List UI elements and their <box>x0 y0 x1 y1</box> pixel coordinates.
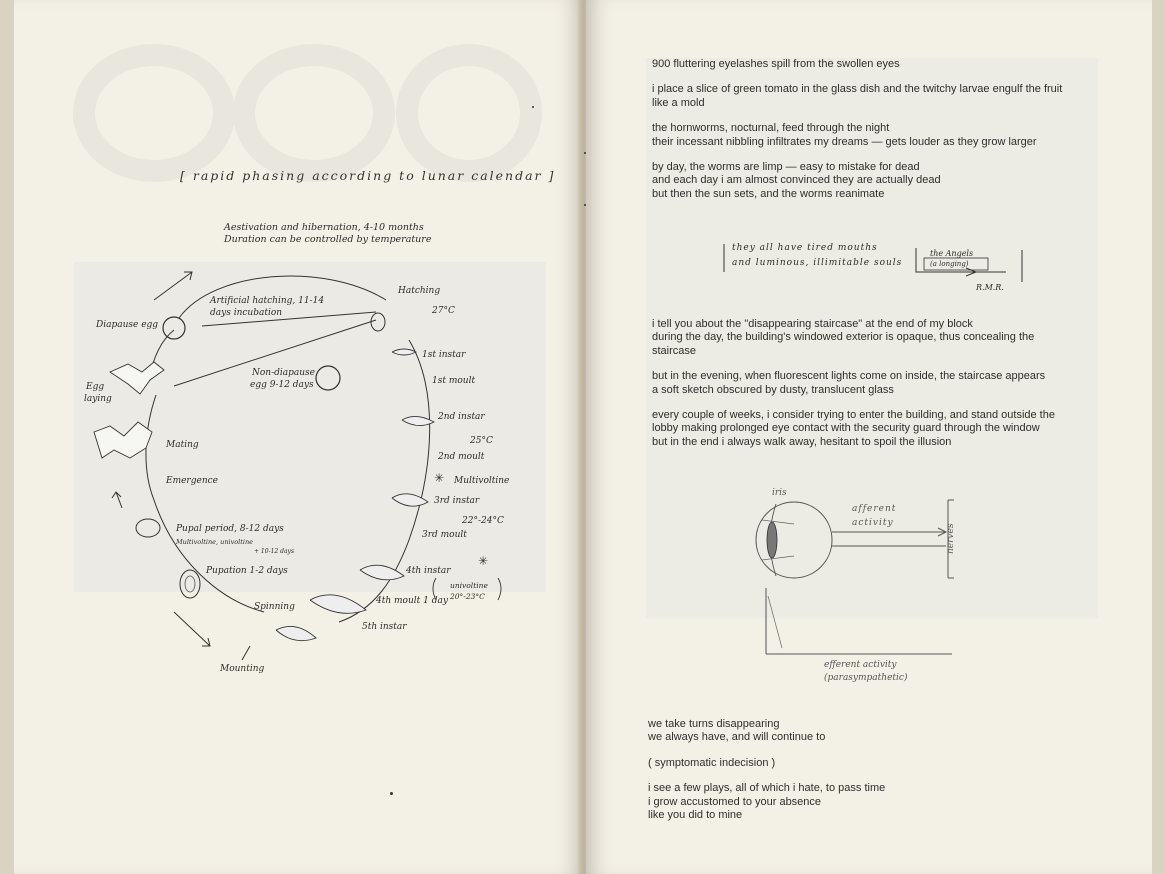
label-first-instar: 1st instar <box>422 350 466 360</box>
label-second-instar: 2nd instar <box>438 412 485 422</box>
label-fourth-instar: 4th instar <box>406 566 451 576</box>
label-mounting: Mounting <box>220 664 265 674</box>
label-egg-laying-2: laying <box>84 394 112 404</box>
label-first-moult: 1st moult <box>432 376 476 386</box>
note-box-line-1: the Angels <box>930 249 974 258</box>
label-pupation: Pupation 1-2 days <box>206 566 288 576</box>
label-second-moult: 2nd moult <box>438 452 485 462</box>
label-temp-25: 25°C <box>470 436 493 446</box>
poem-paragraph <box>648 782 1108 822</box>
right-page <box>586 0 1152 874</box>
poem-line: by day, the worms are limp — easy to mistake for dead <box>652 161 920 174</box>
label-spinning: Spinning <box>254 602 295 612</box>
label-artificial-hatching: Artificial hatching, 11-14 <box>210 296 325 306</box>
label-hatching: Hatching <box>398 286 441 296</box>
label-emergence: Emergence <box>166 476 218 486</box>
poem-line: and each day i am almost convinced they are actually dead <box>652 174 941 187</box>
label-diapause-egg: Diapause egg <box>96 320 159 330</box>
svg-text:✳: ✳ <box>434 471 445 485</box>
ink-dot <box>532 106 534 108</box>
eye-label-nerves: nerves <box>946 523 956 554</box>
eye-label-activity: activity <box>852 518 894 528</box>
note-initials: R.M.R. <box>976 283 1004 292</box>
diagram-title-line2: Duration can be controlled by temperature <box>224 234 432 245</box>
label-third-instar: 3rd instar <box>434 496 480 506</box>
poem-line: 900 fluttering eyelashes spill from the swollen eyes <box>652 58 900 70</box>
silkworm-lifecycle-diagram <box>14 0 582 874</box>
label-multivoltine: Multivoltine <box>454 476 510 486</box>
label-pupal-period: Pupal period, 8-12 days <box>176 524 284 534</box>
label-univoltine-temp: 20°-23°C <box>450 592 485 601</box>
poem-line: but in the evening, when fluorescent lights come on inside, the staircase appears <box>652 370 1046 383</box>
poem-line: like a mold <box>652 96 705 109</box>
note-box-line-2: (a longing) <box>930 260 969 268</box>
poem-line: every couple of weeks, i consider trying to enter the building, and stand outside the <box>652 409 1055 422</box>
label-temp-22-24: 22°-24°C <box>462 516 504 526</box>
eye-label-afferent: afferent <box>852 504 897 514</box>
poem-line: but then the sun sets, and the worms reanimate <box>652 187 885 200</box>
poem-line: during the day, the building's windowed exterior is opaque, thus concealing the <box>652 331 1035 344</box>
label-artificial-hatching-2: days incubation <box>210 308 283 318</box>
label-fourth-moult: 4th moult 1 day <box>376 596 448 606</box>
poem-line: staircase <box>652 344 697 357</box>
svg-text:✳: ✳ <box>478 554 489 568</box>
poem-paragraph <box>648 718 1108 745</box>
ink-dot <box>584 204 586 206</box>
note-line-1: they all have tired mouths <box>732 243 878 253</box>
label-fifth-instar: 5th instar <box>362 622 407 632</box>
poem-line: lobby making prolonged eye contact with the security guard through the window <box>652 422 1040 435</box>
poem-line: their incessant nibbling infiltrates my dreams — gets louder as they grow larger <box>652 135 1037 148</box>
poem-line: like you did to mine <box>648 809 743 822</box>
note-line-2: and luminous, illimitable souls <box>732 258 903 268</box>
label-pupal-sub: Multivoltine, univoltine <box>176 538 253 546</box>
poem-line: we always have, and will continue to <box>648 731 826 744</box>
label-non-diapause: Non-diapause <box>252 368 316 378</box>
eye-label-parasympathetic: (parasympathetic) <box>824 673 908 683</box>
poem-line: a soft sketch obscured by dusty, translucent glass <box>652 383 894 396</box>
diagram-title-line1: Aestivation and hibernation, 4-10 months <box>224 222 424 233</box>
label-non-diapause-2: egg 9-12 days <box>250 380 314 390</box>
label-mating: Mating <box>166 440 199 450</box>
left-page <box>14 0 582 874</box>
poem-line: i see a few plays, all of which i hate, to pass time <box>648 782 886 795</box>
eye-label-efferent: efferent activity <box>824 660 897 670</box>
poem-paragraph <box>648 757 1108 770</box>
poem-line: but in the end i always walk away, hesitant to spoil the illusion <box>652 435 952 448</box>
label-third-moult: 3rd moult <box>422 530 467 540</box>
label-temp-27: 27°C <box>432 306 455 316</box>
poem-line: ( symptomatic indecision ) <box>648 756 776 769</box>
diagram-caption: [ rapid phasing according to lunar calendar ] <box>180 168 556 183</box>
ink-dot <box>390 792 393 795</box>
poem-section-3 <box>648 718 1108 822</box>
poem-line: i grow accustomed to your absence <box>648 795 822 808</box>
eye-label-iris: iris <box>772 488 787 498</box>
ink-dot <box>584 152 586 154</box>
poem-line: we take turns disappearing <box>648 718 780 730</box>
poem-line: i place a slice of green tomato in the glass dish and the twitchy larvae engulf the fruit <box>652 83 1063 96</box>
label-pupal-sub-2: + 10-12 days <box>254 548 295 555</box>
label-univoltine: univoltine <box>450 581 488 590</box>
poem-line: i tell you about the "disappearing staircase" at the end of my block <box>652 318 973 330</box>
poem-line: the hornworms, nocturnal, feed through the night <box>652 122 890 135</box>
label-egg-laying: Egg <box>86 382 105 392</box>
